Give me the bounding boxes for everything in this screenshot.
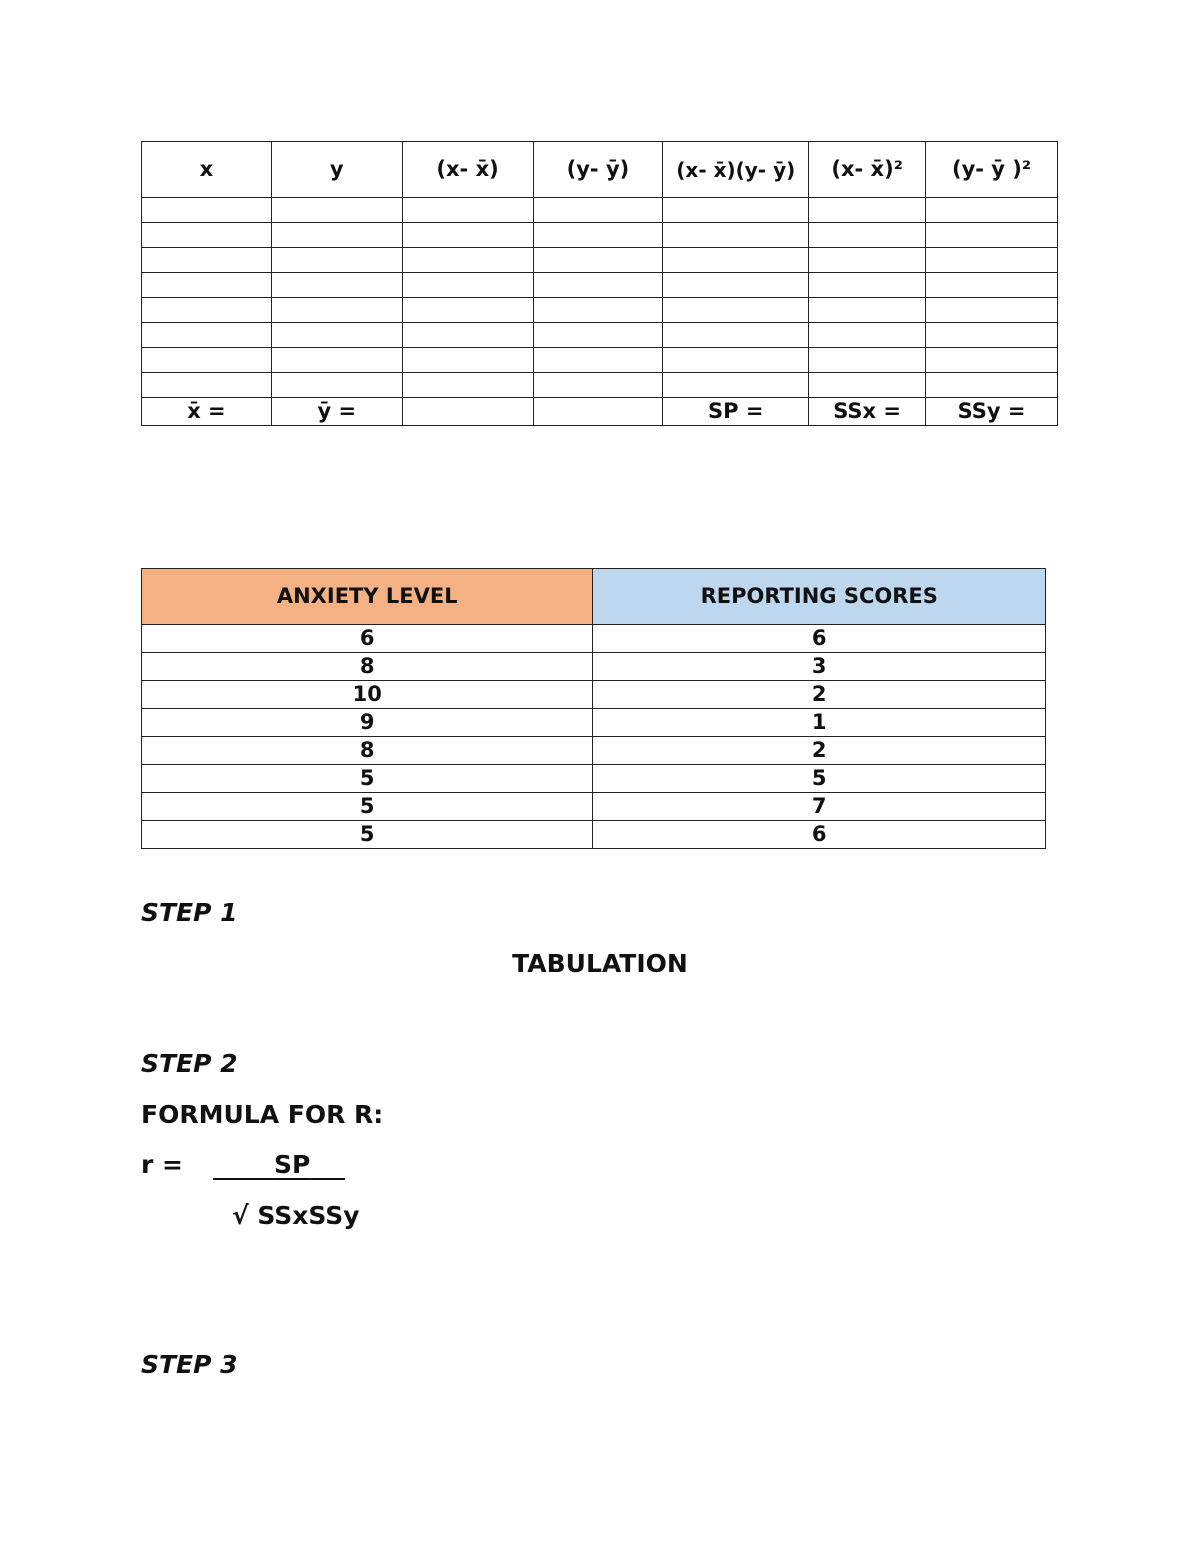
reporting-score-cell: 6 xyxy=(593,625,1046,653)
formula-denominator: √ SSxSSy xyxy=(232,1201,360,1230)
reporting-score-cell: 2 xyxy=(593,681,1046,709)
computation-empty-row xyxy=(142,248,1058,273)
computation-empty-row xyxy=(142,298,1058,323)
computation-cell xyxy=(926,373,1058,398)
header-x-dev: (x- x̄) xyxy=(402,142,533,198)
computation-cell xyxy=(663,373,809,398)
computation-cell xyxy=(402,248,533,273)
computation-cell xyxy=(663,348,809,373)
totals-cell xyxy=(533,398,663,426)
header-y-dev-sq: (y- ȳ )² xyxy=(926,142,1058,198)
formula-numerator: SP xyxy=(273,1150,311,1179)
computation-cell xyxy=(663,248,809,273)
data-row xyxy=(142,681,1046,709)
computation-cell xyxy=(926,323,1058,348)
computation-cell xyxy=(926,223,1058,248)
computation-cell xyxy=(533,223,663,248)
totals-cell: SP = xyxy=(663,398,809,426)
reporting-score-cell: 7 xyxy=(593,793,1046,821)
header-x: x xyxy=(142,142,272,198)
computation-cell xyxy=(402,373,533,398)
computation-cell xyxy=(533,273,663,298)
computation-cell xyxy=(809,348,926,373)
anxiety-level-cell: 9 xyxy=(142,709,593,737)
header-y-dev: (y- ȳ) xyxy=(533,142,663,198)
totals-cell: SSx = xyxy=(809,398,926,426)
formula-numerator-line xyxy=(213,1150,345,1179)
header-y: y xyxy=(271,142,402,198)
header-x-dev-sq: (x- x̄)² xyxy=(809,142,926,198)
reporting-score-cell: 2 xyxy=(593,737,1046,765)
header-anxiety-level: ANXIETY LEVEL xyxy=(142,569,593,625)
computation-cell xyxy=(402,298,533,323)
computation-cell xyxy=(533,373,663,398)
computation-empty-row xyxy=(142,348,1058,373)
tabulation-heading: TABULATION xyxy=(512,949,688,978)
computation-empty-row xyxy=(142,198,1058,223)
computation-cell xyxy=(663,298,809,323)
data-row xyxy=(142,625,1046,653)
computation-empty-row xyxy=(142,323,1058,348)
computation-cell xyxy=(533,298,663,323)
reporting-score-cell: 6 xyxy=(593,821,1046,849)
computation-cell xyxy=(926,248,1058,273)
header-product-dev: (x- x̄)(y- ȳ) xyxy=(663,142,809,198)
computation-cell xyxy=(402,223,533,248)
data-header-row xyxy=(142,569,1046,625)
totals-cell: ȳ = xyxy=(271,398,402,426)
computation-cell xyxy=(663,198,809,223)
totals-cell: SSy = xyxy=(926,398,1058,426)
computation-cell xyxy=(809,323,926,348)
step-1-label: STEP 1 xyxy=(141,898,238,927)
computation-cell xyxy=(142,298,272,323)
step-3-label: STEP 3 xyxy=(141,1350,238,1379)
computation-empty-row xyxy=(142,223,1058,248)
formula-lhs: r = xyxy=(141,1150,183,1179)
reporting-score-cell: 5 xyxy=(593,765,1046,793)
computation-cell xyxy=(809,223,926,248)
formula-title: FORMULA FOR R: xyxy=(141,1100,384,1129)
reporting-score-cell: 3 xyxy=(593,653,1046,681)
computation-cell xyxy=(271,273,402,298)
computation-cell xyxy=(809,248,926,273)
computation-cell xyxy=(271,223,402,248)
computation-empty-row xyxy=(142,373,1058,398)
computation-cell xyxy=(142,348,272,373)
anxiety-level-cell: 6 xyxy=(142,625,593,653)
computation-cell xyxy=(142,248,272,273)
computation-cell xyxy=(926,273,1058,298)
computation-cell xyxy=(663,223,809,248)
computation-cell xyxy=(809,198,926,223)
computation-cell xyxy=(402,273,533,298)
computation-cell xyxy=(809,273,926,298)
data-row xyxy=(142,709,1046,737)
computation-cell xyxy=(402,323,533,348)
computation-cell xyxy=(926,298,1058,323)
data-row xyxy=(142,765,1046,793)
data-row xyxy=(142,737,1046,765)
computation-cell xyxy=(926,348,1058,373)
computation-cell xyxy=(142,198,272,223)
computation-cell xyxy=(271,198,402,223)
anxiety-level-cell: 5 xyxy=(142,793,593,821)
computation-cell xyxy=(533,323,663,348)
header-reporting-scores: REPORTING SCORES xyxy=(593,569,1046,625)
computation-cell xyxy=(533,248,663,273)
step-2-label: STEP 2 xyxy=(141,1049,238,1078)
computation-cell xyxy=(142,323,272,348)
computation-cell xyxy=(271,298,402,323)
computation-empty-row xyxy=(142,273,1058,298)
anxiety-level-cell: 8 xyxy=(142,653,593,681)
computation-cell xyxy=(271,373,402,398)
computation-cell xyxy=(271,323,402,348)
computation-totals-row xyxy=(142,398,1058,426)
computation-cell xyxy=(926,198,1058,223)
anxiety-level-cell: 5 xyxy=(142,821,593,849)
computation-header-row xyxy=(142,142,1058,198)
computation-cell xyxy=(533,198,663,223)
computation-cell xyxy=(402,348,533,373)
computation-cell xyxy=(142,223,272,248)
data-row xyxy=(142,821,1046,849)
anxiety-level-cell: 5 xyxy=(142,765,593,793)
computation-cell xyxy=(533,348,663,373)
reporting-score-cell: 1 xyxy=(593,709,1046,737)
computation-cell xyxy=(142,273,272,298)
computation-cell xyxy=(271,248,402,273)
anxiety-level-cell: 10 xyxy=(142,681,593,709)
totals-cell: x̄ = xyxy=(142,398,272,426)
computation-cell xyxy=(142,373,272,398)
computation-cell xyxy=(809,298,926,323)
computation-cell xyxy=(663,323,809,348)
anxiety-level-cell: 8 xyxy=(142,737,593,765)
computation-cell xyxy=(271,348,402,373)
computation-cell xyxy=(402,198,533,223)
computation-cell xyxy=(809,373,926,398)
data-row xyxy=(142,793,1046,821)
totals-cell xyxy=(402,398,533,426)
data-row xyxy=(142,653,1046,681)
computation-cell xyxy=(663,273,809,298)
data-table xyxy=(141,568,1046,849)
computation-table xyxy=(141,141,1058,426)
